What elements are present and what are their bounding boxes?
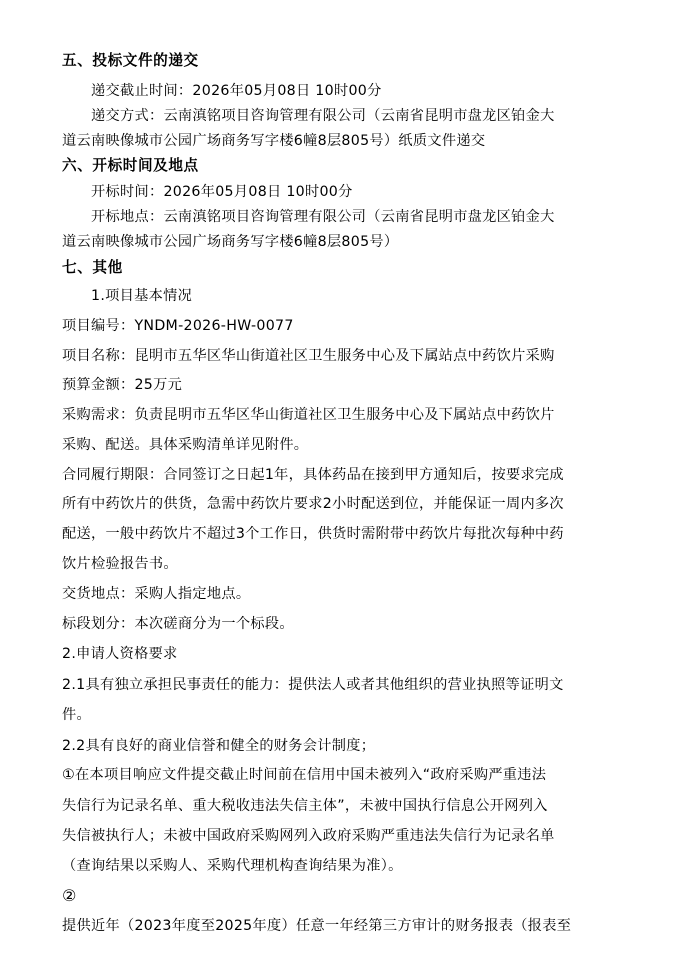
subsection-qualifications: 2.申请人资格要求 bbox=[62, 646, 178, 662]
credit-condition-line-2: 失信行为记录名单、重大税收违法失信主体”，未被中国执行信息公开网列入 bbox=[62, 798, 548, 814]
section-7-heading: 七、其他 bbox=[62, 259, 123, 276]
submission-deadline: 递交截止时间：2026年05月08日 10时00分 bbox=[91, 83, 382, 99]
item-2-marker: ② bbox=[62, 886, 77, 905]
credit-condition-line-3: 失信被执行人；未被中国政府采购网列入政府采购严重违法失信行为记录名单 bbox=[62, 828, 555, 844]
opening-place-line-2: 道云南映像城市公园广场商务写字楼6幢8层805号） bbox=[62, 234, 399, 250]
qualification-2-2: 2.2具有良好的商业信誉和健全的财务会计制度； bbox=[62, 738, 376, 754]
subsection-project-basics: 1.项目基本情况 bbox=[91, 288, 193, 304]
submission-method-line-2: 道云南映像城市公园广场商务写字楼6幢8层805号）纸质文件递交 bbox=[62, 133, 486, 149]
contract-term-line-1: 合同履行期限：合同签订之日起1年，具体药品在接到甲方通知后，按要求完成 bbox=[62, 467, 564, 483]
section-6-heading: 六、开标时间及地点 bbox=[62, 157, 199, 174]
contract-term-line-2: 所有中药饮片的供货，急需中药饮片要求2小时配送到位，并能保证一周内多次 bbox=[62, 496, 564, 512]
contract-term-line-3: 配送，一般中药饮片不超过3个工作日，供货时需附带中药饮片每批次每种中药 bbox=[62, 526, 564, 542]
credit-condition-line-1: ①在本项目响应文件提交截止时间前在信用中国未被列入“政府采购严重违法 bbox=[62, 767, 547, 783]
delivery-location: 交货地点：采购人指定地点。 bbox=[62, 586, 251, 602]
submission-method-line-1: 递交方式：云南滇铭项目咨询管理有限公司（云南省昆明市盘龙区铂金大 bbox=[91, 108, 555, 124]
project-number: 项目编号：YNDM-2026-HW-0077 bbox=[62, 318, 294, 334]
section-5-heading: 五、投标文件的递交 bbox=[62, 52, 199, 69]
lot-division: 标段划分：本次磋商分为一个标段。 bbox=[62, 616, 294, 632]
procurement-requirement-line-2: 采购、配送。具体采购清单详见附件。 bbox=[62, 437, 309, 453]
qualification-2-1-line-2: 件。 bbox=[62, 707, 91, 723]
financial-report-line-1: 提供近年（2023年度至2025年度）任意一年经第三方审计的财务报表（报表至 bbox=[62, 918, 572, 934]
credit-condition-line-4: （查询结果以采购人、采购代理机构查询结果为准）。 bbox=[62, 858, 403, 874]
project-name: 项目名称：昆明市五华区华山街道社区卫生服务中心及下属站点中药饮片采购 bbox=[62, 348, 555, 364]
budget-amount: 预算金额：25万元 bbox=[62, 377, 183, 393]
opening-time: 开标时间：2026年05月08日 10时00分 bbox=[91, 184, 353, 200]
procurement-requirement-line-1: 采购需求：负责昆明市五华区华山街道社区卫生服务中心及下属站点中药饮片 bbox=[62, 407, 555, 423]
opening-place-line-1: 开标地点：云南滇铭项目咨询管理有限公司（云南省昆明市盘龙区铂金大 bbox=[91, 209, 555, 225]
contract-term-line-4: 饮片检验报告书。 bbox=[62, 556, 178, 572]
qualification-2-1-line-1: 2.1具有独立承担民事责任的能力：提供法人或者其他组织的营业执照等证明文 bbox=[62, 677, 564, 693]
